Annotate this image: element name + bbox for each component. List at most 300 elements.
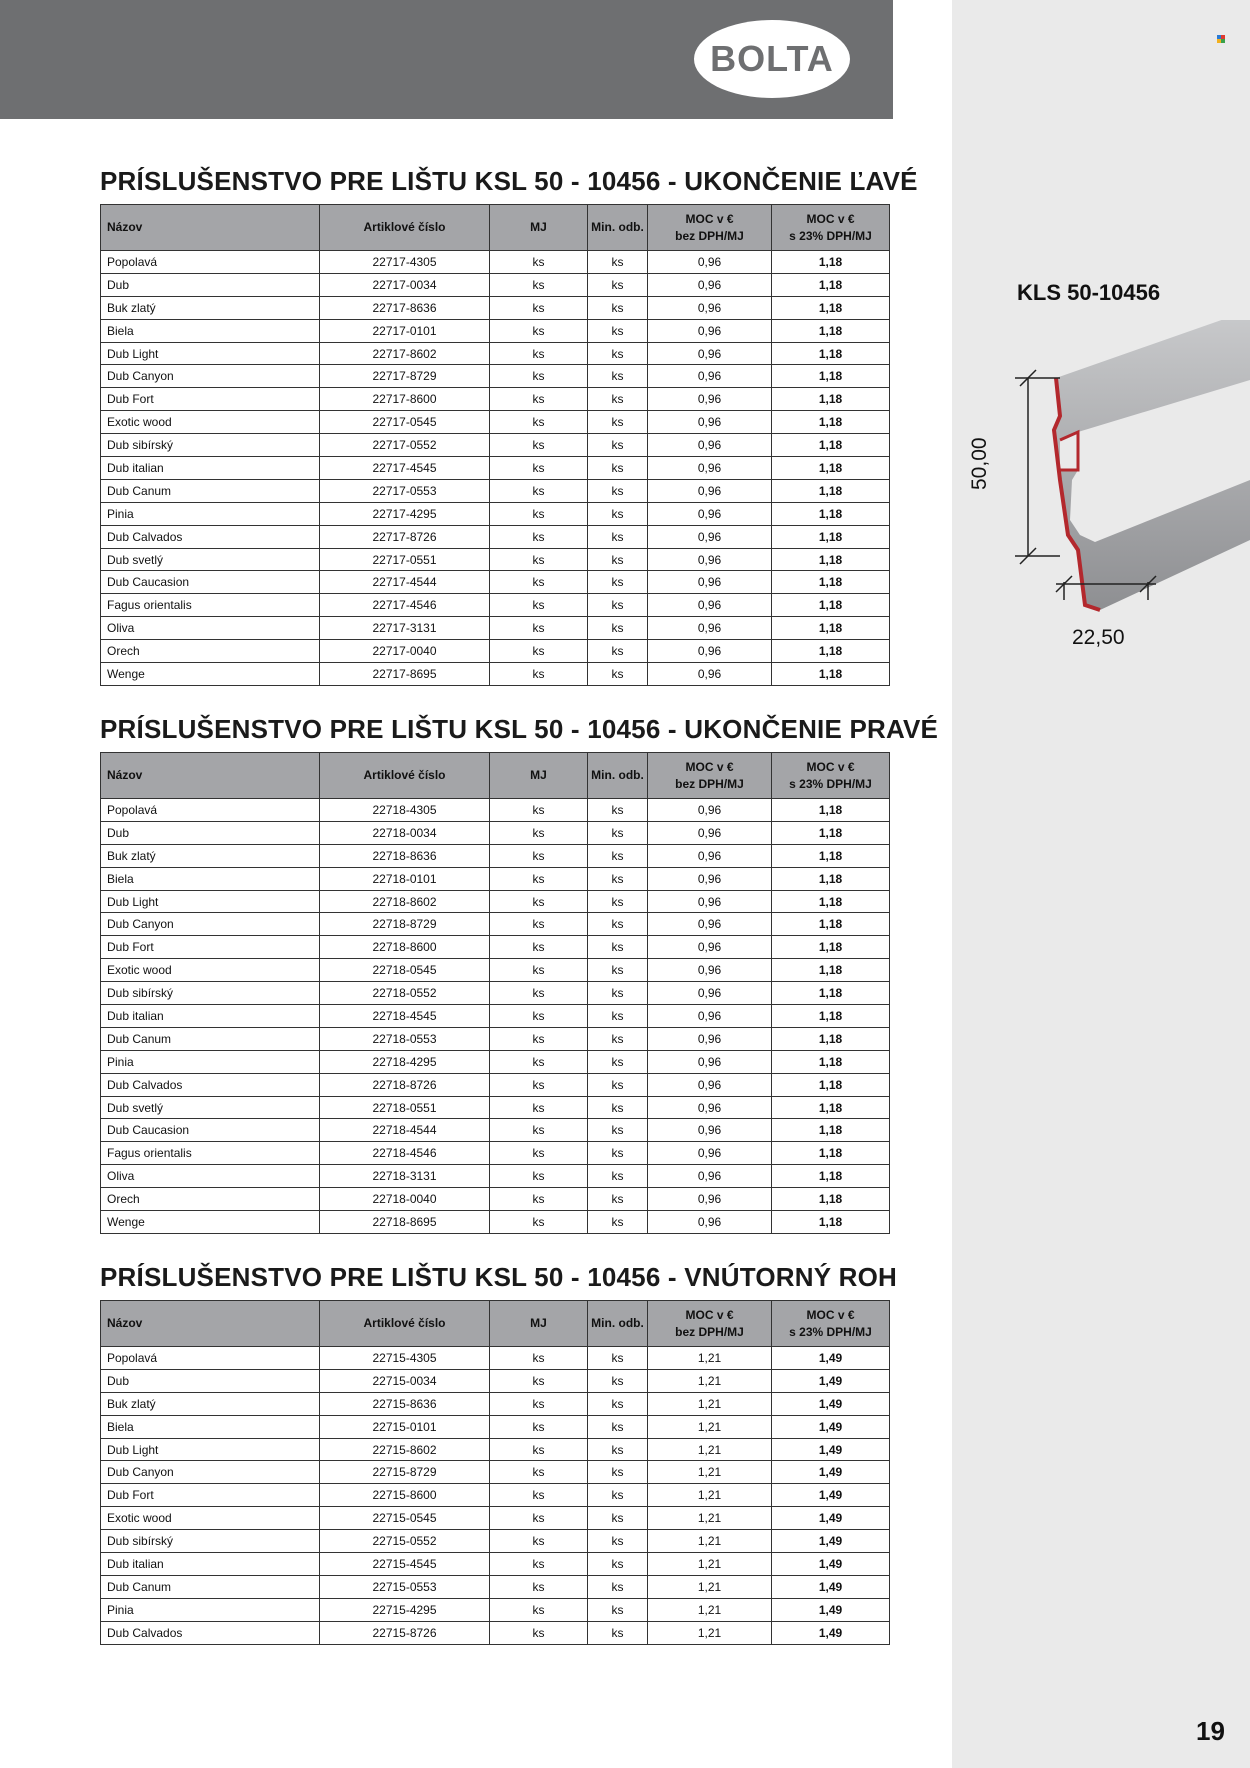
cell-name: Dub Light — [101, 342, 320, 365]
cell-price: 0,96 — [648, 525, 772, 548]
cell-vat: 1,18 — [772, 1005, 890, 1028]
cell-name: Dub Calvados — [101, 1073, 320, 1096]
cell-unit: ks — [490, 1096, 588, 1119]
cell-price: 0,96 — [648, 594, 772, 617]
cell-vat: 1,18 — [772, 821, 890, 844]
cell-min: ks — [588, 821, 648, 844]
cell-min: ks — [588, 479, 648, 502]
cell-vat: 1,18 — [772, 388, 890, 411]
cell-article: 22718-8636 — [320, 844, 490, 867]
cell-price: 0,96 — [648, 319, 772, 342]
bolta-logo — [694, 20, 850, 98]
cell-article: 22717-0551 — [320, 548, 490, 571]
table-row — [101, 1369, 890, 1392]
cell-price: 0,96 — [648, 296, 772, 319]
cell-vat: 1,18 — [772, 1050, 890, 1073]
cell-min: ks — [588, 594, 648, 617]
cell-name: Dub svetlý — [101, 1096, 320, 1119]
cell-unit: ks — [490, 663, 588, 686]
cell-unit: ks — [490, 1461, 588, 1484]
table-row — [101, 1188, 890, 1211]
table-row — [101, 388, 890, 411]
cell-name: Dub — [101, 273, 320, 296]
cell-name: Exotic wood — [101, 411, 320, 434]
table-row — [101, 617, 890, 640]
cell-min: ks — [588, 1415, 648, 1438]
cell-price: 0,96 — [648, 434, 772, 457]
cell-price: 0,96 — [648, 388, 772, 411]
table-row — [101, 913, 890, 936]
cell-article: 22717-0034 — [320, 273, 490, 296]
cell-min: ks — [588, 1621, 648, 1644]
table-row — [101, 296, 890, 319]
cell-article: 22717-8726 — [320, 525, 490, 548]
cell-name: Oliva — [101, 617, 320, 640]
cell-vat: 1,18 — [772, 959, 890, 982]
side-panel — [952, 0, 1250, 1768]
cell-vat: 1,49 — [772, 1415, 890, 1438]
cell-min: ks — [588, 388, 648, 411]
cell-vat: 1,18 — [772, 411, 890, 434]
cell-vat: 1,18 — [772, 365, 890, 388]
cell-price: 1,21 — [648, 1598, 772, 1621]
cell-unit: ks — [490, 1621, 588, 1644]
cell-article: 22718-0551 — [320, 1096, 490, 1119]
col-article-header: Artiklové číslo — [320, 1301, 490, 1347]
cell-vat: 1,18 — [772, 342, 890, 365]
table-row — [101, 1050, 890, 1073]
cell-name: Dub Light — [101, 890, 320, 913]
table-row — [101, 663, 890, 686]
cell-price: 0,96 — [648, 1096, 772, 1119]
cell-vat: 1,49 — [772, 1598, 890, 1621]
cell-min: ks — [588, 1005, 648, 1028]
cell-vat: 1,49 — [772, 1530, 890, 1553]
table-row — [101, 571, 890, 594]
cell-article: 22715-0101 — [320, 1415, 490, 1438]
cell-name: Dub italian — [101, 1553, 320, 1576]
cell-name: Wenge — [101, 663, 320, 686]
cell-article: 22718-0545 — [320, 959, 490, 982]
cell-name: Dub Canyon — [101, 1461, 320, 1484]
cell-vat: 1,18 — [772, 296, 890, 319]
cell-price: 0,96 — [648, 1050, 772, 1073]
table-header-row — [101, 753, 890, 799]
price-table-inner-corner — [100, 1300, 890, 1645]
cell-price: 0,96 — [648, 821, 772, 844]
cell-name: Exotic wood — [101, 1507, 320, 1530]
cell-min: ks — [588, 1188, 648, 1211]
cell-min: ks — [588, 640, 648, 663]
cell-article: 22717-8602 — [320, 342, 490, 365]
cell-article: 22715-0034 — [320, 1369, 490, 1392]
cell-min: ks — [588, 411, 648, 434]
col-unit-header: MJ — [490, 205, 588, 251]
table-row — [101, 434, 890, 457]
cell-vat: 1,18 — [772, 936, 890, 959]
cell-vat: 1,49 — [772, 1347, 890, 1370]
cell-price: 0,96 — [648, 1005, 772, 1028]
table-row — [101, 251, 890, 274]
cell-unit: ks — [490, 890, 588, 913]
cell-name: Dub Caucasion — [101, 571, 320, 594]
cell-name: Dub — [101, 821, 320, 844]
cell-name: Biela — [101, 319, 320, 342]
cell-article: 22718-0101 — [320, 867, 490, 890]
cell-price: 0,96 — [648, 342, 772, 365]
cell-unit: ks — [490, 913, 588, 936]
cell-min: ks — [588, 1392, 648, 1415]
cell-article: 22715-8636 — [320, 1392, 490, 1415]
cell-unit: ks — [490, 821, 588, 844]
cell-article: 22718-0553 — [320, 1027, 490, 1050]
cell-unit: ks — [490, 411, 588, 434]
cell-price: 0,96 — [648, 936, 772, 959]
cell-name: Dub Canum — [101, 1027, 320, 1050]
cell-article: 22715-4305 — [320, 1347, 490, 1370]
cell-name: Exotic wood — [101, 959, 320, 982]
cell-vat: 1,18 — [772, 251, 890, 274]
cell-unit: ks — [490, 434, 588, 457]
col-min-header: Min. odb. — [588, 1301, 648, 1347]
cell-article: 22715-0552 — [320, 1530, 490, 1553]
cell-name: Dub Calvados — [101, 525, 320, 548]
cell-article: 22715-4545 — [320, 1553, 490, 1576]
table-row — [101, 1598, 890, 1621]
cell-price: 0,96 — [648, 502, 772, 525]
cell-min: ks — [588, 434, 648, 457]
cell-unit: ks — [490, 1415, 588, 1438]
cell-min: ks — [588, 1027, 648, 1050]
cell-min: ks — [588, 548, 648, 571]
cell-article: 22715-8602 — [320, 1438, 490, 1461]
table-row — [101, 799, 890, 822]
cell-vat: 1,18 — [772, 571, 890, 594]
cell-unit: ks — [490, 1050, 588, 1073]
cell-price: 1,21 — [648, 1553, 772, 1576]
cell-vat: 1,18 — [772, 617, 890, 640]
table-row — [101, 479, 890, 502]
cell-vat: 1,18 — [772, 1211, 890, 1234]
cell-article: 22718-0034 — [320, 821, 490, 844]
cell-unit: ks — [490, 1598, 588, 1621]
price-table-left-end — [100, 204, 890, 686]
cell-min: ks — [588, 1598, 648, 1621]
cell-unit: ks — [490, 548, 588, 571]
cell-min: ks — [588, 502, 648, 525]
cell-name: Buk zlatý — [101, 844, 320, 867]
cell-min: ks — [588, 1438, 648, 1461]
cell-name: Pinia — [101, 502, 320, 525]
cell-price: 1,21 — [648, 1438, 772, 1461]
table-row — [101, 525, 890, 548]
cell-unit: ks — [490, 251, 588, 274]
cell-vat: 1,49 — [772, 1392, 890, 1415]
cell-min: ks — [588, 457, 648, 480]
col-name-header: Názov — [101, 1301, 320, 1347]
table-row — [101, 1096, 890, 1119]
cell-name: Popolavá — [101, 799, 320, 822]
cell-min: ks — [588, 1050, 648, 1073]
table-row — [101, 457, 890, 480]
cell-article: 22718-0040 — [320, 1188, 490, 1211]
table-row — [101, 1211, 890, 1234]
table-row — [101, 844, 890, 867]
cell-name: Dub Canyon — [101, 365, 320, 388]
cell-name: Orech — [101, 1188, 320, 1211]
cell-unit: ks — [490, 867, 588, 890]
cell-unit: ks — [490, 1553, 588, 1576]
cell-vat: 1,49 — [772, 1369, 890, 1392]
cell-min: ks — [588, 1369, 648, 1392]
cell-name: Fagus orientalis — [101, 1142, 320, 1165]
cell-name: Dub sibírský — [101, 434, 320, 457]
cell-price: 1,21 — [648, 1575, 772, 1598]
cell-min: ks — [588, 1553, 648, 1576]
cell-vat: 1,49 — [772, 1621, 890, 1644]
cell-price: 1,21 — [648, 1347, 772, 1370]
cell-unit: ks — [490, 594, 588, 617]
table-row — [101, 959, 890, 982]
cell-unit: ks — [490, 1165, 588, 1188]
cell-article: 22718-8602 — [320, 890, 490, 913]
cell-vat: 1,18 — [772, 867, 890, 890]
cell-vat: 1,18 — [772, 457, 890, 480]
cell-vat: 1,18 — [772, 319, 890, 342]
cell-unit: ks — [490, 388, 588, 411]
cell-article: 22717-0552 — [320, 434, 490, 457]
cell-name: Dub sibírský — [101, 982, 320, 1005]
height-dimension: 50,00 — [968, 437, 991, 490]
cell-unit: ks — [490, 1211, 588, 1234]
cell-name: Dub — [101, 1369, 320, 1392]
table-header-row — [101, 205, 890, 251]
cell-article: 22718-0552 — [320, 982, 490, 1005]
cell-article: 22715-4295 — [320, 1598, 490, 1621]
color-mark-icon — [1217, 35, 1225, 43]
cell-price: 0,96 — [648, 1188, 772, 1211]
product-label: KLS 50-10456 — [1017, 280, 1161, 305]
cell-article: 22718-4545 — [320, 1005, 490, 1028]
section-title-right-end: PRÍSLUŠENSTVO PRE LIŠTU KSL 50 - 10456 - UKONČENIE PRAVÉ — [100, 714, 939, 744]
cell-name: Dub Fort — [101, 1484, 320, 1507]
cell-unit: ks — [490, 1188, 588, 1211]
cell-min: ks — [588, 1096, 648, 1119]
cell-vat: 1,18 — [772, 1165, 890, 1188]
cell-price: 1,21 — [648, 1484, 772, 1507]
cell-price: 0,96 — [648, 548, 772, 571]
col-min-header: Min. odb. — [588, 205, 648, 251]
cell-unit: ks — [490, 640, 588, 663]
cell-min: ks — [588, 867, 648, 890]
cell-article: 22718-8695 — [320, 1211, 490, 1234]
col-article-header: Artiklové číslo — [320, 205, 490, 251]
cell-article: 22717-0553 — [320, 479, 490, 502]
profile-inner-edge — [1060, 432, 1078, 470]
cell-name: Dub Light — [101, 1438, 320, 1461]
cell-min: ks — [588, 799, 648, 822]
cell-name: Pinia — [101, 1598, 320, 1621]
cell-unit: ks — [490, 1575, 588, 1598]
cell-min: ks — [588, 342, 648, 365]
table-row — [101, 1484, 890, 1507]
cell-article: 22717-4545 — [320, 457, 490, 480]
cell-article: 22715-8726 — [320, 1621, 490, 1644]
cell-price: 0,96 — [648, 890, 772, 913]
table-row — [101, 1165, 890, 1188]
cell-min: ks — [588, 1575, 648, 1598]
cell-min: ks — [588, 913, 648, 936]
cell-price: 0,96 — [648, 640, 772, 663]
cell-min: ks — [588, 251, 648, 274]
cell-article: 22718-4546 — [320, 1142, 490, 1165]
col-price-header: MOC v € bez DPH/MJ — [648, 205, 772, 251]
cell-min: ks — [588, 1142, 648, 1165]
cell-name: Dub italian — [101, 1005, 320, 1028]
table-row — [101, 1575, 890, 1598]
cell-article: 22717-8729 — [320, 365, 490, 388]
cell-name: Dub Fort — [101, 388, 320, 411]
cell-unit: ks — [490, 1142, 588, 1165]
cell-min: ks — [588, 1484, 648, 1507]
section-title-inner-corner: PRÍSLUŠENSTVO PRE LIŠTU KSL 50 - 10456 - VNÚTORNÝ ROH — [100, 1262, 898, 1292]
cell-price: 0,96 — [648, 1119, 772, 1142]
cell-name: Oliva — [101, 1165, 320, 1188]
cell-price: 1,21 — [648, 1621, 772, 1644]
cell-unit: ks — [490, 1392, 588, 1415]
section-title-left-end: PRÍSLUŠENSTVO PRE LIŠTU KSL 50 - 10456 - UKONČENIE ĽAVÉ — [100, 166, 918, 196]
table-row — [101, 1438, 890, 1461]
cell-article: 22717-0101 — [320, 319, 490, 342]
cell-unit: ks — [490, 982, 588, 1005]
cell-article: 22715-0553 — [320, 1575, 490, 1598]
table-row — [101, 273, 890, 296]
cell-unit: ks — [490, 1507, 588, 1530]
cell-article: 22717-4295 — [320, 502, 490, 525]
cell-vat: 1,18 — [772, 434, 890, 457]
table-row — [101, 548, 890, 571]
cell-vat: 1,18 — [772, 594, 890, 617]
cell-unit: ks — [490, 844, 588, 867]
cell-price: 0,96 — [648, 479, 772, 502]
col-unit-header: MJ — [490, 1301, 588, 1347]
cell-min: ks — [588, 617, 648, 640]
cell-price: 0,96 — [648, 1211, 772, 1234]
cell-min: ks — [588, 525, 648, 548]
cell-price: 1,21 — [648, 1530, 772, 1553]
cell-vat: 1,49 — [772, 1553, 890, 1576]
cell-price: 0,96 — [648, 867, 772, 890]
cell-article: 22718-8729 — [320, 913, 490, 936]
cell-article: 22717-4544 — [320, 571, 490, 594]
cell-article: 22718-4295 — [320, 1050, 490, 1073]
cell-name: Popolavá — [101, 251, 320, 274]
cell-price: 0,96 — [648, 365, 772, 388]
cell-min: ks — [588, 1530, 648, 1553]
cell-article: 22717-8636 — [320, 296, 490, 319]
cell-article: 22717-8600 — [320, 388, 490, 411]
cell-vat: 1,18 — [772, 982, 890, 1005]
cell-name: Dub sibírský — [101, 1530, 320, 1553]
cell-name: Dub Canum — [101, 1575, 320, 1598]
cell-price: 0,96 — [648, 251, 772, 274]
cell-price: 0,96 — [648, 844, 772, 867]
cell-vat: 1,49 — [772, 1438, 890, 1461]
cell-name: Buk zlatý — [101, 1392, 320, 1415]
cell-article: 22717-0545 — [320, 411, 490, 434]
table-row — [101, 1142, 890, 1165]
table-row — [101, 1507, 890, 1530]
cell-unit: ks — [490, 1027, 588, 1050]
cell-vat: 1,18 — [772, 844, 890, 867]
cell-price: 1,21 — [648, 1461, 772, 1484]
cell-name: Wenge — [101, 1211, 320, 1234]
cell-article: 22717-8695 — [320, 663, 490, 686]
cell-unit: ks — [490, 799, 588, 822]
cell-min: ks — [588, 982, 648, 1005]
cell-unit: ks — [490, 319, 588, 342]
cell-min: ks — [588, 890, 648, 913]
cell-vat: 1,18 — [772, 1096, 890, 1119]
cell-article: 22715-8729 — [320, 1461, 490, 1484]
table-row — [101, 1621, 890, 1644]
cell-vat: 1,18 — [772, 1027, 890, 1050]
cell-price: 1,21 — [648, 1369, 772, 1392]
cell-min: ks — [588, 1347, 648, 1370]
cell-vat: 1,18 — [772, 1119, 890, 1142]
cell-price: 0,96 — [648, 913, 772, 936]
cell-price: 0,96 — [648, 571, 772, 594]
cell-unit: ks — [490, 525, 588, 548]
cell-min: ks — [588, 959, 648, 982]
cell-name: Dub Canyon — [101, 913, 320, 936]
col-price-header: MOC v € bez DPH/MJ — [648, 753, 772, 799]
cell-article: 22715-8600 — [320, 1484, 490, 1507]
table-row — [101, 1392, 890, 1415]
col-name-header: Názov — [101, 753, 320, 799]
cell-vat: 1,18 — [772, 502, 890, 525]
cell-vat: 1,18 — [772, 1073, 890, 1096]
cell-unit: ks — [490, 502, 588, 525]
col-min-header: Min. odb. — [588, 753, 648, 799]
cell-unit: ks — [490, 342, 588, 365]
table-row — [101, 1119, 890, 1142]
cell-vat: 1,49 — [772, 1575, 890, 1598]
cell-unit: ks — [490, 1369, 588, 1392]
cell-article: 22717-3131 — [320, 617, 490, 640]
cell-price: 1,21 — [648, 1392, 772, 1415]
cell-vat: 1,49 — [772, 1507, 890, 1530]
cell-name: Biela — [101, 1415, 320, 1438]
cell-vat: 1,18 — [772, 663, 890, 686]
cell-min: ks — [588, 1119, 648, 1142]
table-row — [101, 821, 890, 844]
cell-unit: ks — [490, 365, 588, 388]
cell-article: 22718-4544 — [320, 1119, 490, 1142]
cell-min: ks — [588, 296, 648, 319]
cell-unit: ks — [490, 273, 588, 296]
cell-min: ks — [588, 936, 648, 959]
cell-article: 22717-4546 — [320, 594, 490, 617]
cell-vat: 1,18 — [772, 890, 890, 913]
cell-name: Dub svetlý — [101, 548, 320, 571]
cell-price: 0,96 — [648, 663, 772, 686]
cell-name: Dub italian — [101, 457, 320, 480]
cell-vat: 1,18 — [772, 525, 890, 548]
cell-unit: ks — [490, 457, 588, 480]
cell-price: 0,96 — [648, 617, 772, 640]
cell-min: ks — [588, 663, 648, 686]
